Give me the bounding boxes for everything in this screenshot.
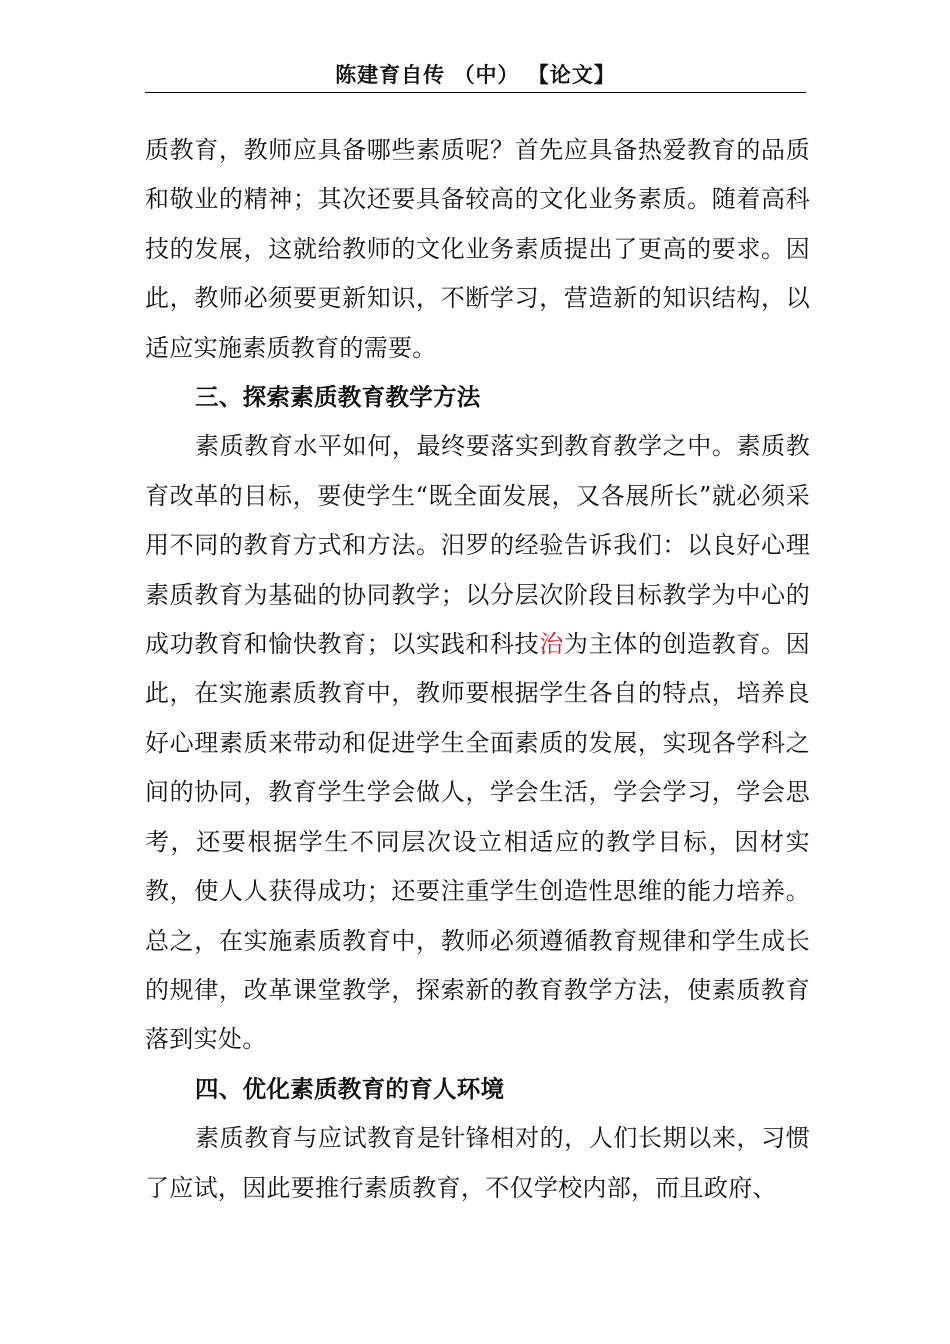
- header-rule: [145, 92, 806, 93]
- section-heading-3: 三、探索素质教育教学方法: [195, 383, 481, 412]
- section-heading-4: 四、优化素质教育的育人环境: [195, 1074, 505, 1103]
- paragraph-methods-part2: 为主体的创造教育。因此，在实施素质教育中，教师要根据学生各自的特点，培养良好心理素质来带动和促进学生全面素质的发展，实现各学科之间的协同，教育学生学会做人，学会生活，学会学习，学会思考，还要根据学生不同层次设立相适应的教学目标，因材实教，使人人获得成功；还要注重学生创造性思维的能力培养。总之，在实施素质教育中，教师必须遵循教育规律和学生成长的规律，改革课堂教学，探索新的教育教学方法，使素质教育落到实处。: [145, 630, 810, 1054]
- document-body: [145, 126, 810, 1213]
- paragraph-continued: 质教育，教师应具备哪些素质呢？首先应具备热爱教育的品质和敬业的精神；其次还要具备较高的文化业务素质。随着高科技的发展，这就给教师的文化业务素质提出了更高的要求。因此，教师必须要更新知识，不断学习，营造新的知识结构，以适应实施素质教育的需要。: [145, 136, 810, 362]
- highlighted-character: 治: [539, 630, 564, 659]
- paragraph-environment: 素质教育与应试教育是针锋相对的，人们长期以来，习惯了应试，因此要推行素质教育，不仅学校内部，而且政府、: [145, 1124, 810, 1202]
- page-header-title: 陈建育自传 （中） 【论文】: [335, 63, 616, 87]
- paragraph-methods-part1: 素质教育水平如何，最终要落实到教育教学之中。素质教育改革的目标，要使学生“既全面发展，又各展所长”就必须采用不同的教育方式和方法。汨罗的经验告诉我们：以良好心理素质教育为基础的协同教学；以分层次阶段目标教学为中心的成功教育和愉快教育；以实践和科技: [145, 432, 810, 659]
- paragraph-methods: [145, 422, 810, 1064]
